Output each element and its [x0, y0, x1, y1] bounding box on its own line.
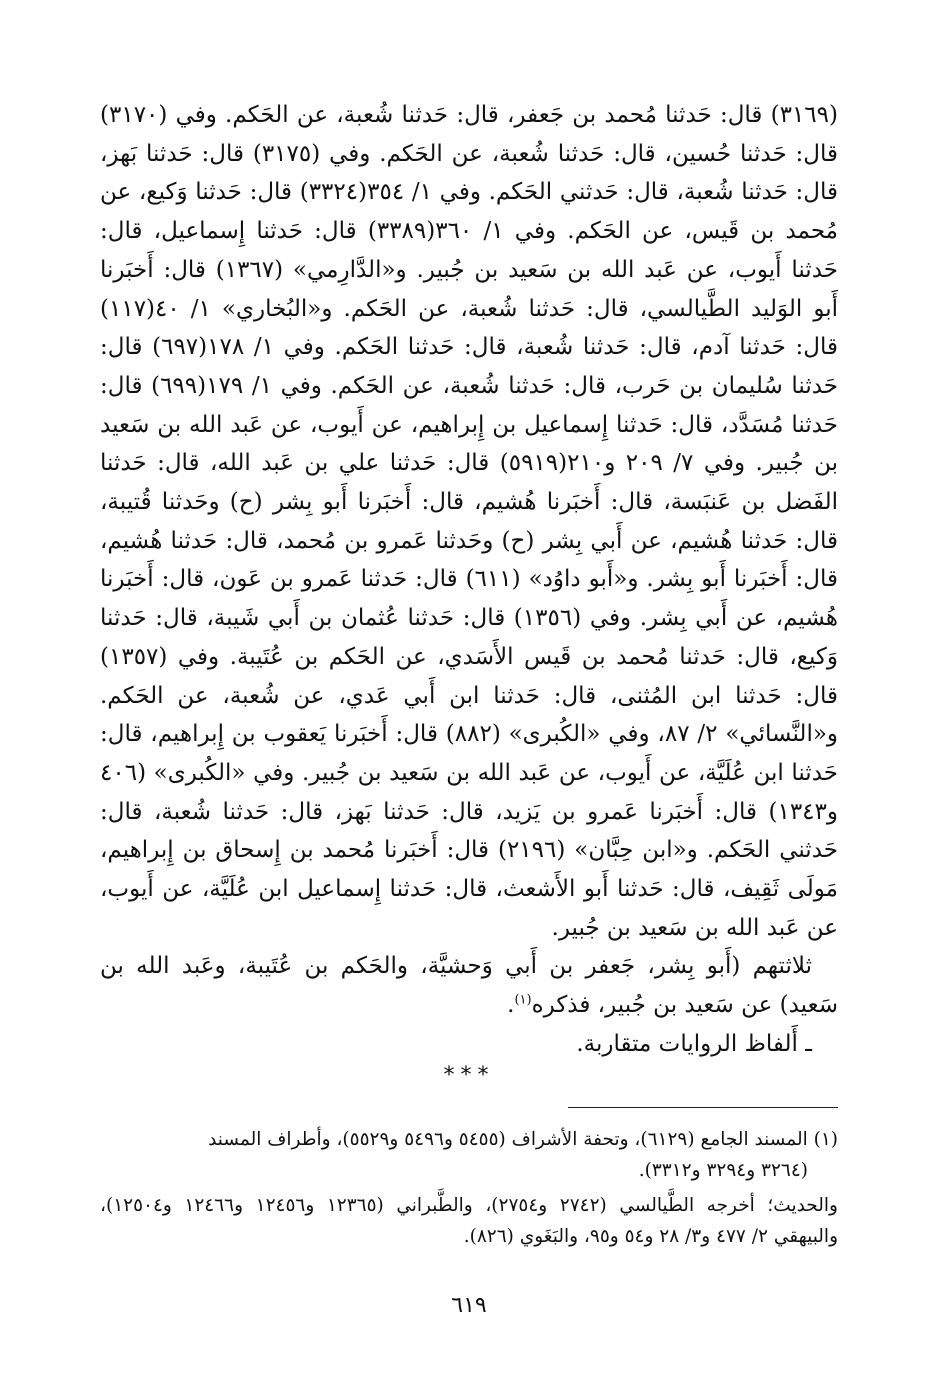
- footnote-1: [100, 1124, 838, 1186]
- conclusion-paragraph: [100, 947, 838, 1024]
- conclusion-text: ثلاثتهم (أَبو بِشر، جَعفر بن أَبي وَحشيَّة، والحَكم بن عُتَيبة، وعَبد الله بن سَعيد) عن سَعيد بن جُبير، فذكره: [100, 953, 838, 1019]
- footnote-1-line-1: (١) المسند الجامع (٦١٢٩)، وتحفة الأشراف (٥٤٥٥ و٥٤٩٦ و٥٥٢٩)، وأطراف المسند: [208, 1129, 838, 1150]
- footnote-2: والحديث؛ أخرجه الطَّيالسي (٢٧٤٢ و٢٧٥٤)، والطَّبراني (١٢٣٦٥ و١٢٤٥٦ و١٢٤٦٦ و١٢٥٠٤)، والبيهقي ٢/ ٤٧٧ و٣/ ٢٨ و٥٤ و٩٥، والبَغَوي (٨٢٦).: [100, 1195, 838, 1247]
- conclusion-end: .: [507, 992, 515, 1019]
- footnote-1-line-2: (٣٢٦٤ و٣٢٩٤ و٣٣١٢).: [638, 1160, 808, 1181]
- wording-note: ـ أَلفاظ الروايات متقاربة.: [576, 1030, 812, 1057]
- hadith-sources-paragraph: (٣١٦٩) قال: حَدثنا مُحمد بن جَعفر، قال: حَدثنا شُعبة، عن الحَكم. وفي (٣١٧٠) قال: حَدثنا حُسين، قال: حَدثنا شُعبة، عن الحَكم. وفي (٣١٧٥) قال: حَدثنا بَهز، قال: حَدثنا شُعبة، قال: حَدثني الحَكم. وفي ١/ ٣٥٤(٣٣٢٤) قال: حَدثنا وَكيع، عن مُحمد بن قَيس، عن الحَكم. وفي ١/ ٣٦٠(٣٣٨٩) قال: حَدثنا إِسماعيل، قال: حَدثنا أَيوب، عن عَبد الله بن سَعيد بن جُبير. و«الدَّارِمي» (١٣٦٧) قال: أَخبَرنا أَبو الوَليد الطَّيالسي، قال: حَدثنا شُعبة، عن الحَكم. و«البُخاري» ١/ ٤٠(١١٧) قال: حَدثنا آدم، قال: حَدثنا شُعبة، قال: حَدثنا الحَكم. وفي ١/ ١٧٨(٦٩٧) قال: حَدثنا سُليمان بن حَرب، قال: حَدثنا شُعبة، عن الحَكم. وفي ١/ ١٧٩(٦٩٩) قال: حَدثنا مُسَدَّد، قال: حَدثنا إِسماعيل بن إِبراهيم، عن أَيوب، عن عَبد الله بن سَعيد بن جُبير. وفي ٧/ ٢٠٩ و٢١٠(٥٩١٩) قال: حَدثنا علي بن عَبد الله، قال: حَدثنا الفَضل بن عَنبَسة، قال: أَخبَرنا هُشيم، قال: أَخبَرنا أَبو بِشر (ح) وحَدثنا قُتيبة، قال: حَدثنا هُشيم، عن أَبي بِشر (ح) وحَدثنا عَمرو بن مُحمد، قال: حَدثنا هُشيم، قال: أَخبَرنا أَبو بِشر. و«أَبو داوُد» (٦١١) قال: حَدثنا عَمرو بن عَون، قال: أَخبَرنا هُشيم، عن أَبي بِشر. وفي (١٣٥٦) قال: حَدثنا عُثمان بن أَبي شَيبة، قال: حَدثنا وَكيع، قال: حَدثنا مُحمد بن قَيس الأَسَدي، عن الحَكم بن عُتَيبة. وفي (١٣٥٧) قال: حَدثنا ابن المُثنى، قال: حَدثنا ابن أَبي عَدي، عن شُعبة، عن الحَكم. و«النَّسائي» ٢/ ٨٧، وفي «الكُبرى» (٨٨٢) قال: أَخبَرنا يَعقوب بن إِبراهيم، قال: حَدثنا ابن عُلَيَّة، عن أَيوب، عن عَبد الله بن سَعيد بن جُبير. وفي «الكُبرى» (٤٠٦ و١٣٤٣) قال: أَخبَرنا عَمرو بن يَزيد، قال: حَدثنا بَهز، قال: حَدثنا شُعبة، قال: حَدثني الحَكم. و«ابن حِبَّان» (٢١٩٦) قال: أَخبَرنا مُحمد بن إِسحاق بن إِبراهيم، مَولَى ثَقِيف، قال: حَدثنا أَبو الأَشعث، قال: حَدثنا إِسماعيل ابن عُلَيَّة، عن أَيوب، عن عَبد الله بن سَعيد بن جُبير.: [100, 102, 839, 941]
- main-text: [100, 96, 838, 1064]
- section-separator: ***: [443, 1063, 495, 1088]
- footnotes: [100, 1124, 838, 1256]
- footnote-divider: [568, 1107, 838, 1108]
- footnote-reference[interactable]: (١): [514, 992, 532, 1008]
- page-number: ٦١٩: [451, 1293, 487, 1318]
